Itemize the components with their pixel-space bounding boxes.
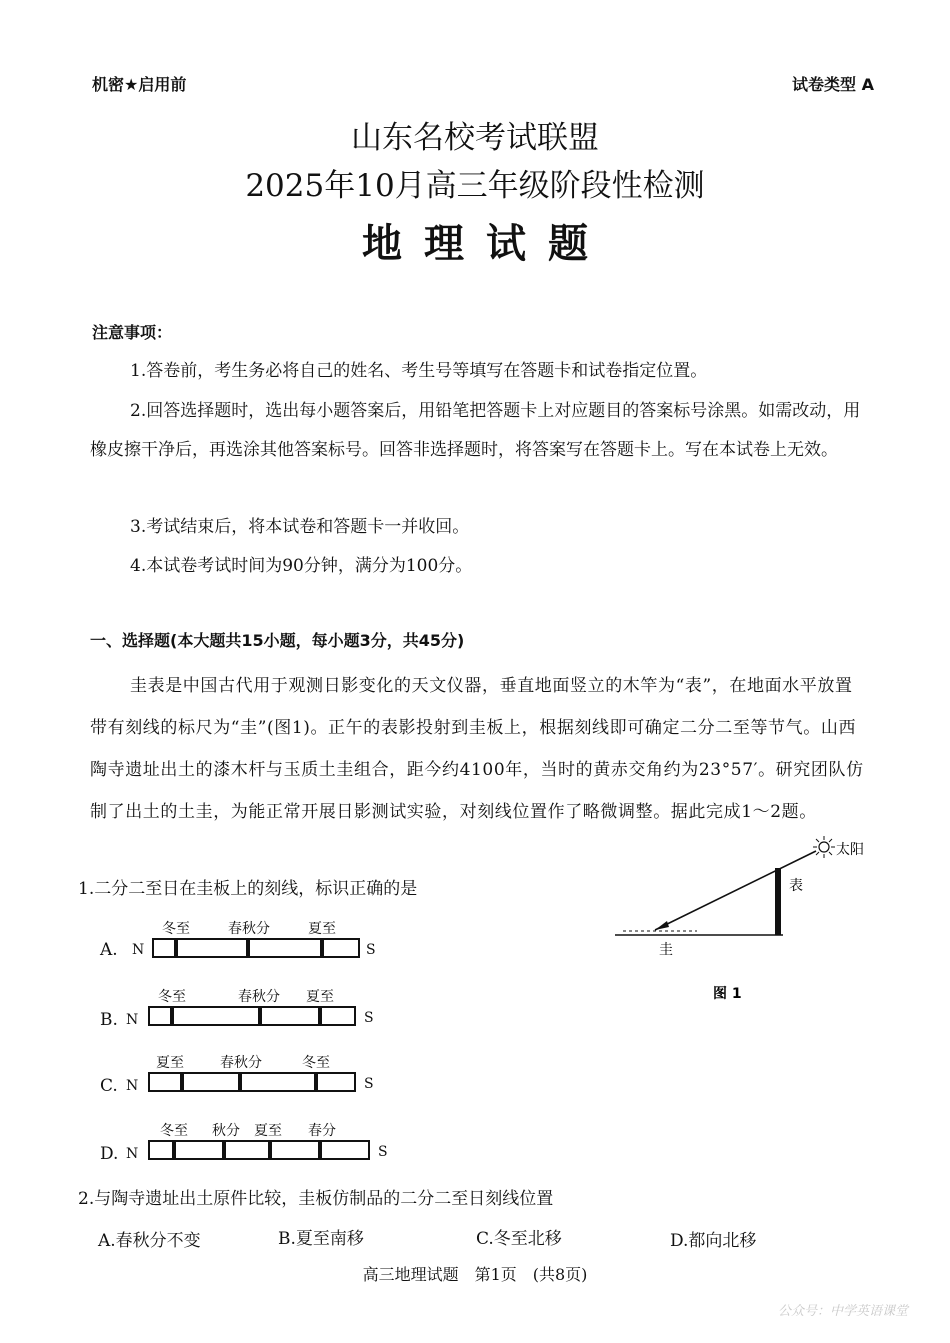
north-label: N <box>126 1012 139 1028</box>
tick-mark <box>318 1006 322 1026</box>
gui-bar <box>148 1140 370 1160</box>
south-label: S <box>364 1010 374 1026</box>
gui-label: 圭 <box>659 942 673 958</box>
watermark: 公众号：中学英语课堂 <box>777 1304 908 1319</box>
spring-equinox-label: 春分 <box>308 1123 336 1139</box>
notice-heading: 注意事项： <box>92 323 173 342</box>
equinox-label: 春秋分 <box>228 921 270 937</box>
option-b[interactable]: B.夏至南移 <box>278 1229 364 1249</box>
notice-item: 3.考试结束后，将本试卷和答题卡一并收回。 <box>130 517 470 537</box>
page-title: 地理试题 <box>362 220 610 267</box>
option-letter: A. <box>100 940 118 960</box>
tick-mark <box>170 1006 174 1026</box>
summer-solstice-label: 夏至 <box>156 1055 184 1071</box>
gnomon-pole <box>775 868 781 935</box>
tick-mark <box>180 1072 184 1092</box>
tick-mark <box>174 938 178 958</box>
autumn-equinox-label: 秋分 <box>212 1123 240 1139</box>
notice-item: 2.回答选择题时，选出每小题答案后，用铅笔把答题卡上对应题目的答案标号涂黑。如需改动，用橡皮擦干净后，再选涂其他答案标号。回答非选择题时，将答案写在答题卡上。写在本试卷上无效。 <box>90 401 861 460</box>
summer-solstice-label: 夏至 <box>308 921 336 937</box>
question-1-stem: 1.二分二至日在圭板上的刻线，标识正确的是 <box>78 879 418 899</box>
tick-mark <box>268 1140 272 1160</box>
winter-solstice-label: 冬至 <box>160 1123 188 1139</box>
notice-item: 1.答卷前，考生务必将自己的姓名、考生号等填写在答题卡和试卷指定位置。 <box>130 361 708 381</box>
sun-label: 太阳 <box>836 842 864 858</box>
option-a[interactable]: A.春秋分不变 <box>98 1231 201 1251</box>
tick-mark <box>238 1072 242 1092</box>
equinox-label: 春秋分 <box>220 1055 262 1071</box>
gui-bar <box>152 938 360 958</box>
option-b[interactable] <box>100 982 400 1042</box>
option-d[interactable] <box>100 1118 400 1178</box>
gui-bar <box>148 1006 356 1026</box>
material-paragraph: 圭表是中国古代用于观测日影变化的天文仪器，垂直地面竖立的木竿为“表”，在地面水平放置带有刻线的标尺为“圭”(图1)。正午的表影投射到圭板上，根据刻线即可确定二分二至等节气。山西陶寺遗址出土的漆木杆与玉质土圭组合，距今约4100年，当时的黄赤交角约为23°57′。研究团队仿制了出土的土圭，为能正常开展日影测试实验，对刻线位置作了略微调整。据此完成1～2题。 <box>90 676 864 822</box>
north-label: N <box>126 1146 139 1162</box>
equinox-label: 春秋分 <box>238 989 280 1005</box>
tick-mark <box>172 1140 176 1160</box>
north-label: N <box>126 1078 139 1094</box>
notice-item: 4.本试卷考试时间为90分钟，满分为100分。 <box>130 556 473 576</box>
section-heading: 一、选择题(本大题共15小题，每小题3分，共45分) <box>90 631 465 650</box>
confidential-label: 机密★启用前 <box>92 75 187 94</box>
option-a[interactable] <box>100 912 400 972</box>
gnomon-label: 表 <box>789 878 803 894</box>
figure-caption: 图 1 <box>713 986 742 1002</box>
tick-mark <box>222 1140 226 1160</box>
north-label: N <box>132 942 145 958</box>
south-label: S <box>366 942 376 958</box>
south-label: S <box>364 1076 374 1092</box>
tick-mark <box>258 1006 262 1026</box>
option-letter: D. <box>100 1144 119 1164</box>
summer-solstice-label: 夏至 <box>306 989 334 1005</box>
winter-solstice-label: 冬至 <box>158 989 186 1005</box>
ray-arrowhead <box>655 921 669 930</box>
paper-type-label: 试卷类型 A <box>792 75 874 94</box>
exam-organizer: 山东名校考试联盟 <box>351 120 599 156</box>
option-letter: B. <box>100 1010 118 1030</box>
winter-solstice-label: 冬至 <box>302 1055 330 1071</box>
tick-mark <box>246 938 250 958</box>
option-d[interactable]: D.都向北移 <box>670 1231 757 1251</box>
option-c[interactable]: C.冬至北移 <box>476 1229 562 1249</box>
question-2-stem: 2.与陶寺遗址出土原件比较，圭板仿制品的二分二至日刻线位置 <box>78 1189 554 1209</box>
sun-icon <box>813 836 835 858</box>
exam-name: 2025年10月高三年级阶段性检测 <box>245 168 705 204</box>
option-c[interactable] <box>100 1050 400 1110</box>
winter-solstice-label: 冬至 <box>162 921 190 937</box>
page-footer: 高三地理试题 第1页 (共8页) <box>362 1265 588 1284</box>
figure-1-gnomon-diagram <box>605 830 905 1030</box>
tick-mark <box>314 1072 318 1092</box>
tick-mark <box>318 1140 322 1160</box>
option-letter: C. <box>100 1076 118 1096</box>
summer-solstice-label: 夏至 <box>254 1123 282 1139</box>
south-label: S <box>378 1144 388 1160</box>
tick-mark <box>320 938 324 958</box>
